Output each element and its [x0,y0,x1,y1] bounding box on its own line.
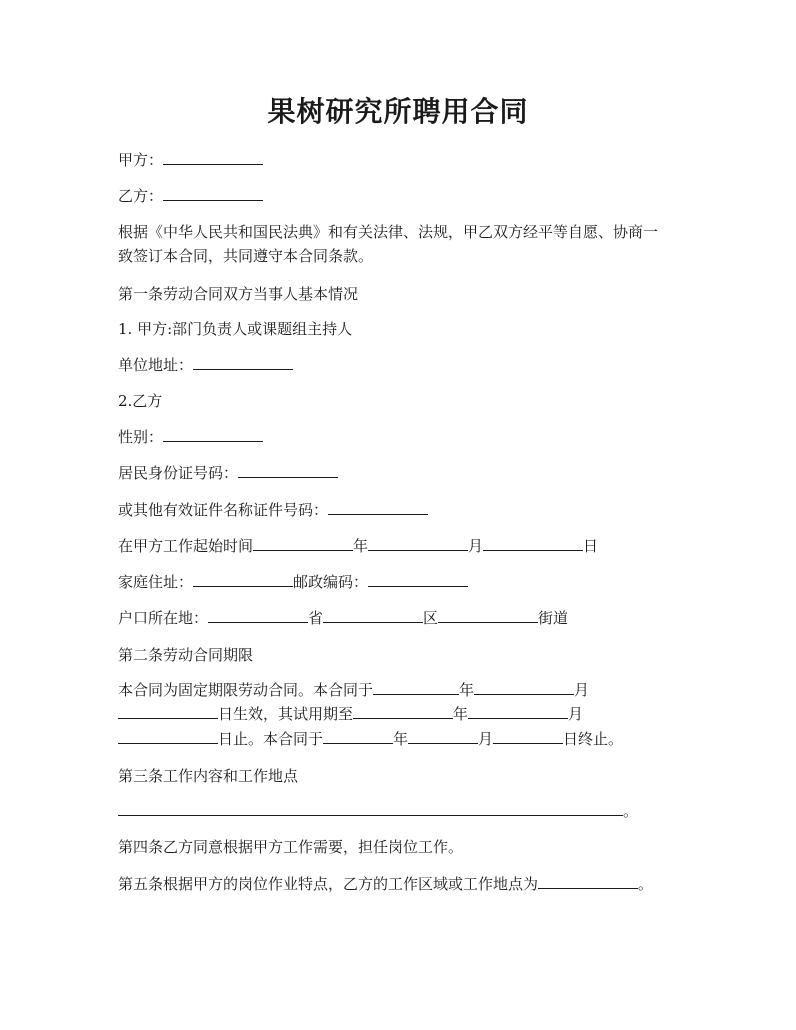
probation-day-blank[interactable] [118,729,218,744]
probation-month-blank[interactable] [468,704,568,719]
hukou-province-blank[interactable] [208,608,308,623]
party-a-blank[interactable] [163,150,263,165]
term-effective-text: 日生效，其试用期至 [218,705,354,723]
work-content-line [118,801,638,821]
hukou-line [118,608,568,628]
article-5-line [118,874,653,894]
end-day-blank[interactable] [493,729,563,744]
home-address-label: 家庭住址： [118,573,194,591]
article-3-heading: 第三条工作内容和工作地点 [118,767,299,785]
year-unit: 年 [459,681,475,699]
id-number-label: 居民身份证号码： [118,464,239,482]
term-line-2 [118,704,583,724]
province-unit: 省 [308,609,324,627]
work-location-blank[interactable] [538,874,638,889]
term-line-3 [118,729,623,749]
hukou-street-blank[interactable] [438,608,538,623]
month-unit: 月 [478,730,494,748]
item-1-label: 1. 甲方:部门负责人或课题组主持人 [118,320,353,338]
id-number-blank[interactable] [238,463,338,478]
month-unit: 月 [468,537,484,555]
other-id-line [118,500,428,520]
term-start-year-blank[interactable] [373,680,459,695]
end-year-blank[interactable] [323,729,393,744]
term-end-text: 日止。本合同于 [218,730,324,748]
month-unit: 月 [574,681,590,699]
year-unit: 年 [353,537,369,555]
hukou-label: 户口所在地： [118,609,209,627]
item-2-label: 2.乙方 [118,392,163,410]
start-time-line [118,536,598,556]
party-b-line [118,186,263,206]
other-id-label: 或其他有效证件名称证件号码： [118,501,329,519]
probation-year-blank[interactable] [353,704,453,719]
period-mark: 。 [623,802,639,820]
postal-code-blank[interactable] [368,572,468,587]
party-b-blank[interactable] [163,186,263,201]
street-unit: 街道 [538,609,569,627]
year-unit: 年 [453,705,469,723]
party-b-label: 乙方： [118,187,164,205]
hukou-district-blank[interactable] [323,608,423,623]
preamble-line-2: 致签订本合同，共同遵守本合同条款。 [118,247,374,265]
start-month-blank[interactable] [368,536,468,551]
article-5-text: 第五条根据甲方的岗位作业特点，乙方的工作区域或工作地点为 [118,875,539,893]
article-1-heading: 第一条劳动合同双方当事人基本情况 [118,285,359,303]
terminate-text: 日终止。 [563,730,624,748]
party-a-line [118,150,263,170]
term-start-month-blank[interactable] [474,680,574,695]
gender-line [118,427,263,447]
article-4-text: 第四条乙方同意根据甲方工作需要，担任岗位工作。 [118,838,464,856]
end-month-blank[interactable] [408,729,478,744]
postal-code-label: 邮政编码： [293,573,369,591]
gender-label: 性别： [118,428,164,446]
gender-blank[interactable] [163,427,263,442]
start-year-blank[interactable] [253,536,353,551]
district-unit: 区 [423,609,439,627]
party-a-label: 甲方： [118,151,164,169]
period-mark: 。 [638,875,654,893]
document-title: 果树研究所聘用合同 [267,95,529,128]
term-start-day-blank[interactable] [118,704,218,719]
year-unit: 年 [393,730,409,748]
article-2-heading: 第二条劳动合同期限 [118,646,254,664]
day-unit: 日 [583,537,599,555]
preamble-line-1: 根据《中华人民共和国民法典》和有关法律、法规，甲乙双方经平等自愿、协商一 [118,223,659,241]
id-number-line [118,463,338,483]
other-id-blank[interactable] [328,500,428,515]
month-unit: 月 [568,705,584,723]
start-time-label: 在甲方工作起始时间 [118,537,254,555]
work-content-blank[interactable] [118,801,623,816]
unit-address-blank[interactable] [193,355,293,370]
home-address-blank[interactable] [193,572,293,587]
term-line-1 [118,680,589,700]
term-prefix: 本合同为固定期限劳动合同。本合同于 [118,681,374,699]
unit-address-line [118,355,293,375]
unit-address-label: 单位地址： [118,356,194,374]
start-day-blank[interactable] [483,536,583,551]
home-address-line [118,572,468,592]
